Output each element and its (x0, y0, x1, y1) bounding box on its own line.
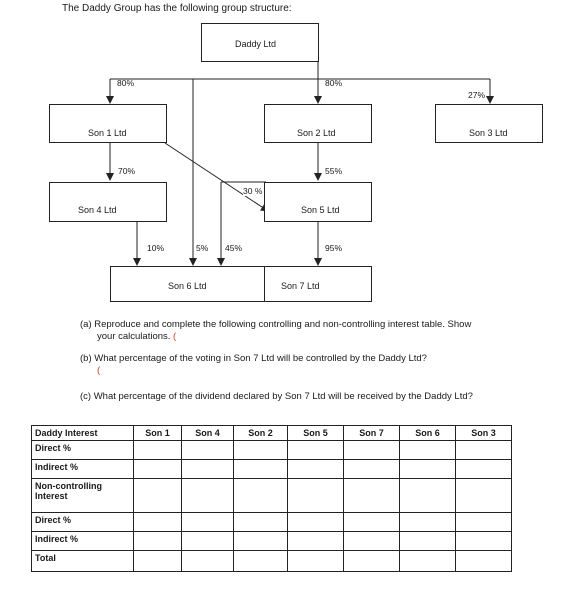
col-header-son1: Son 1 (134, 426, 182, 441)
question-c (80, 391, 560, 403)
table-cell[interactable] (344, 441, 400, 460)
box-son3-ltd (435, 104, 543, 143)
table-header-row (32, 426, 512, 441)
box-son7-ltd (264, 266, 372, 302)
label-son1-ltd: Son 1 Ltd (88, 128, 127, 138)
table-cell[interactable] (456, 441, 512, 460)
pct-son5-son7: 95% (325, 243, 343, 253)
col-header-son2: Son 2 (234, 426, 288, 441)
table-cell[interactable] (288, 479, 344, 513)
table-cell[interactable] (456, 460, 512, 479)
question-a-mark: ( (173, 331, 177, 342)
table-cell[interactable] (344, 532, 400, 551)
interest-table-body (32, 426, 512, 572)
intro-text: The Daddy Group has the following group structure: (62, 3, 292, 14)
label-son7-ltd: Son 7 Ltd (281, 281, 320, 291)
table-cell[interactable] (288, 513, 344, 532)
question-a-line1: (a) Reproduce and complete the following controlling and non-controlling interest table. Show (80, 319, 472, 330)
row-label-indirect: Indirect % (32, 460, 134, 479)
question-b-mark: ( (97, 365, 101, 376)
pct-son5-son6: 45% (225, 243, 243, 253)
table-cell[interactable] (234, 532, 288, 551)
table-cell[interactable] (234, 479, 288, 513)
table-cell[interactable] (134, 532, 182, 551)
question-a-line2-wrap (80, 331, 550, 343)
col-header-son6: Son 6 (400, 426, 456, 441)
table-cell[interactable] (400, 479, 456, 513)
table-cell[interactable] (344, 551, 400, 572)
pct-son4-son6: 10% (147, 243, 165, 253)
table-row (32, 513, 512, 532)
table-cell[interactable] (182, 532, 234, 551)
table-cell[interactable] (134, 479, 182, 513)
table-row (32, 532, 512, 551)
row-label-nci-direct: Direct % (32, 513, 134, 532)
table-cell[interactable] (344, 460, 400, 479)
col-header-son7: Son 7 (344, 426, 400, 441)
table-cell[interactable] (400, 551, 456, 572)
table-row (32, 551, 512, 572)
label-daddy-ltd: Daddy Ltd (235, 39, 277, 49)
col-header-son3: Son 3 (456, 426, 512, 441)
table-row (32, 460, 512, 479)
table-cell[interactable] (456, 551, 512, 572)
table-cell[interactable] (344, 479, 400, 513)
table-cell[interactable] (182, 479, 234, 513)
box-son6-ltd (110, 266, 267, 302)
question-b-line: (b) What percentage of the voting in Son 7 Ltd will be controlled by the Daddy Ltd? (80, 353, 427, 364)
table-cell[interactable] (456, 513, 512, 532)
table-cell[interactable] (234, 513, 288, 532)
row-label-total: Total (32, 551, 134, 572)
table-cell[interactable] (288, 532, 344, 551)
table-cell[interactable] (456, 479, 512, 513)
table-cell[interactable] (182, 513, 234, 532)
table-cell[interactable] (400, 532, 456, 551)
pct-son1-son5: 30 % (243, 186, 263, 196)
label-son5-ltd: Son 5 Ltd (301, 205, 340, 215)
question-a-line2: your calculations. (97, 331, 171, 342)
interest-table (31, 425, 512, 572)
pct-daddy-son1: 80% (117, 78, 135, 88)
table-cell[interactable] (134, 441, 182, 460)
question-a (80, 319, 550, 343)
row-label-nci-indirect: Indirect % (32, 532, 134, 551)
question-c-line: (c) What percentage of the dividend declared by Son 7 Ltd will be received by the Daddy Ltd? (80, 391, 473, 402)
table-cell[interactable] (288, 460, 344, 479)
box-son4-ltd (49, 182, 167, 222)
table-cell[interactable] (234, 441, 288, 460)
row-label-direct: Direct % (32, 441, 134, 460)
table-cell[interactable] (182, 441, 234, 460)
pct-son2-son5: 55% (325, 166, 343, 176)
table-cell[interactable] (234, 460, 288, 479)
question-b (80, 353, 550, 377)
table-row (32, 479, 512, 513)
pct-daddy-son3: 27% (468, 90, 486, 100)
table-cell[interactable] (344, 513, 400, 532)
table-cell[interactable] (288, 441, 344, 460)
table-cell[interactable] (134, 460, 182, 479)
table-cell[interactable] (400, 441, 456, 460)
table-corner-header: Daddy Interest (32, 426, 134, 441)
label-son2-ltd: Son 2 Ltd (297, 128, 336, 138)
label-son6-ltd: Son 6 Ltd (168, 281, 207, 291)
pct-son1-son4: 70% (118, 166, 136, 176)
table-cell[interactable] (288, 551, 344, 572)
table-row (32, 441, 512, 460)
box-son5-ltd (264, 182, 372, 222)
table-cell[interactable] (400, 513, 456, 532)
pct-daddy-son2: 80% (325, 78, 343, 88)
label-son4-ltd: Son 4 Ltd (78, 205, 117, 215)
box-daddy-ltd (201, 23, 319, 62)
table-cell[interactable] (134, 551, 182, 572)
table-cell[interactable] (456, 532, 512, 551)
box-son1-ltd (49, 104, 167, 143)
table-cell[interactable] (134, 513, 182, 532)
box-son2-ltd (264, 104, 372, 143)
table-cell[interactable] (234, 551, 288, 572)
row-label-non-controlling: Non-controlling Interest (32, 479, 134, 513)
table-cell[interactable] (182, 551, 234, 572)
table-cell[interactable] (182, 460, 234, 479)
col-header-son4: Son 4 (182, 426, 234, 441)
col-header-son5: Son 5 (288, 426, 344, 441)
table-cell[interactable] (400, 460, 456, 479)
label-son3-ltd: Son 3 Ltd (469, 128, 508, 138)
pct-daddy-son6: 5% (196, 243, 209, 253)
